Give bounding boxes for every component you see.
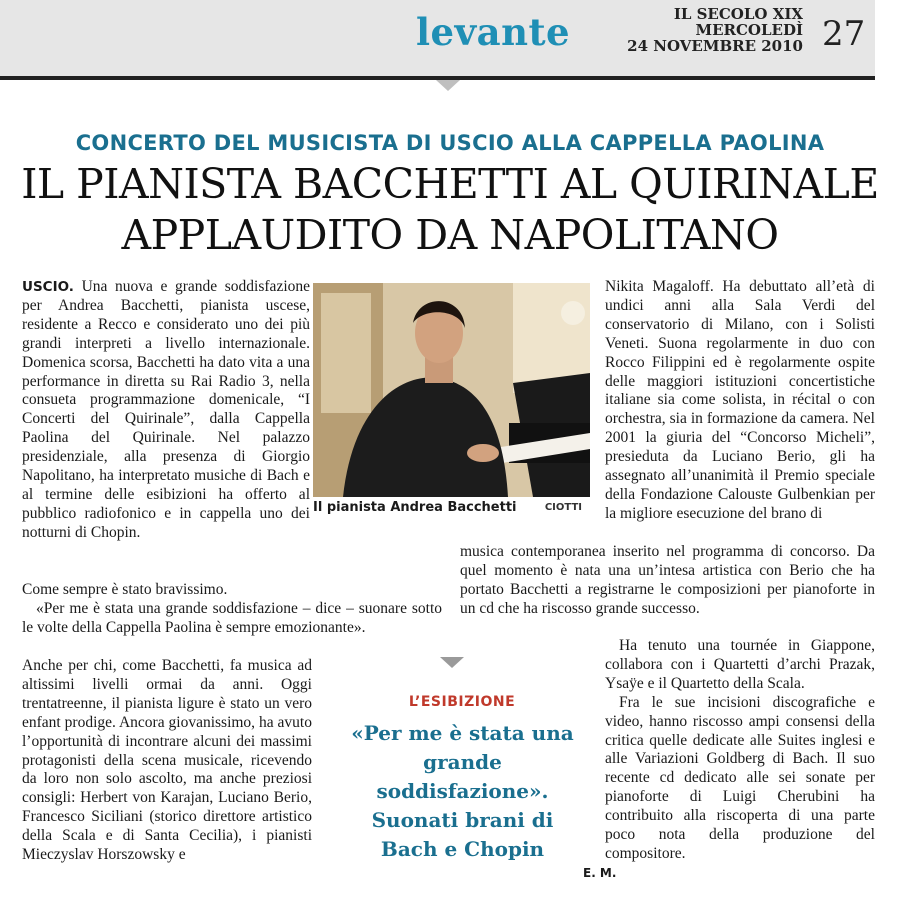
column-3-lower <box>605 637 875 864</box>
paper-weekday: MERCOLEDÌ <box>695 21 803 39</box>
photo-credit: CIOTTI <box>544 502 582 513</box>
col1-paragraph-1-end: Come sempre è stato bravissimo. <box>22 581 228 598</box>
col1-paragraph-2-rest: Anche per chi, come Bacchetti, fa musica ad altissimi livelli ormai da anni. Oggi trentatreenne, il pianista ligure è stato un vero enfant prodige. Ancora giovanissimo, ha avuto l’opportunità di incontrare alcuni dei massimi protagonisti della scena musicale, ricevendo da loro non solo ascolto, ma anche preziosi consigli: Herbert von Karajan, Luciano Berio, Francesco Siciliani (storico direttore artistico della Scala e di Santa Cecilia), i pianisti Mieczyslav Horszowsky e <box>22 657 312 864</box>
author-signature: E. M. <box>583 866 617 880</box>
col3-paragraph-3: Fra le sue incisioni discografiche e video, hanno riscosso ampi consensi della critica quelle dedicate alle Suites inglesi e alle Variazioni Goldberg di Bach. Il suo recente cd dedicato alle sei sonate per pianoforte di Luigi Cherubini ha contribuito alla riscoperta di una parte poco nota della produzione del compositore. <box>605 693 875 862</box>
col1-paragraph-2: «Per me è stata una grande soddisfazione – dice – suonare sotto le volte della Cappella Paolina è sempre emozionante». <box>22 599 442 636</box>
col1-paragraph-1: Una nuova e grande soddisfazione per Andrea Bacchetti, pianista uscese, residente a Recco e considerato uno dei più grandi interpreti a livello internazionale. Domenica scorsa, Bacchetti ha dato vita a una performance in diretta su Rai Radio 3, nella consueta programmazione domenicale, “I Concerti del Quirinale”, dalla Cappella Paolina del Quirinale. Nel palazzo presidenziale, alla presenza di Giorgio Napolitano, ha interpretato musiche di Bach e al termine delle esibizioni ha offerto al pubblico radiofonico e in cappella uno dei notturni di Chopin. <box>22 278 311 541</box>
wide-paragraph-text: musica contemporanea inserito nel programma di concorso. Da quel momento è nata una un’intesa artistica con Berio che ha portato Bacchetti a registrarne le composizioni per pianoforte in un cd che ha riscosso grande successo. <box>460 543 875 617</box>
col3-paragraph-1: Nikita Magaloff. Ha debuttato all’età di undici anni alla Sala Verdi del conservatorio di Milano, con i Solisti Veneti. Suona regolarmente in duo con Rocco Filippini ed è regolarmente ospite delle maggiori istituzioni concertistiche italiane sia come solista, in récital o con orchestra, sia in formazione da camera. Nel 2001 la giuria del “Concorso Micheli”, presieduta da Luciano Berio, gli ha assegnato all’unanimità il Premio speciale della Fondazione Calouste Gulbenkian per la migliore esecuzione del brano di <box>605 278 875 522</box>
masthead-notch <box>436 80 460 91</box>
pianist-photo <box>313 283 590 497</box>
column-1 <box>22 278 310 543</box>
caption-text: Il pianista Andrea Bacchetti <box>313 500 517 515</box>
pianist-image <box>313 283 590 497</box>
kicker: CONCERTO DEL MUSICISTA DI USCIO ALLA CAPPELLA PAOLINA <box>75 131 825 155</box>
wide-paragraph <box>460 543 875 619</box>
masthead <box>0 0 875 76</box>
pull-label: L’ESIBIZIONE <box>408 694 516 710</box>
paper-info <box>627 6 803 54</box>
section-title: levante <box>416 10 571 54</box>
pull-quote: «Per me è stata una grande soddisfazione». Suonati brani di Bach e Chopin <box>351 721 574 861</box>
paper-name: IL SECOLO XIX <box>673 5 803 23</box>
page-number: 27 <box>822 14 866 54</box>
column-3 <box>605 278 875 524</box>
headline-line-1: IL PIANISTA BACCHETTI AL QUIRINALE <box>21 160 879 208</box>
column-1-continued <box>22 581 442 638</box>
column-1-lower <box>22 657 312 865</box>
headline-line-2: APPLAUDITO DA NAPOLITANO <box>121 211 779 259</box>
dateline: USCIO. <box>22 279 74 295</box>
paper-date: 24 NOVEMBRE 2010 <box>627 37 803 55</box>
photo-caption <box>313 500 590 515</box>
col3-paragraph-2: Ha tenuto una tournée in Giappone, collabora con i Quartetti d’archi Prazak, Ysaÿe e il Quartetto della Scala. <box>605 637 875 692</box>
pull-notch <box>440 657 464 668</box>
